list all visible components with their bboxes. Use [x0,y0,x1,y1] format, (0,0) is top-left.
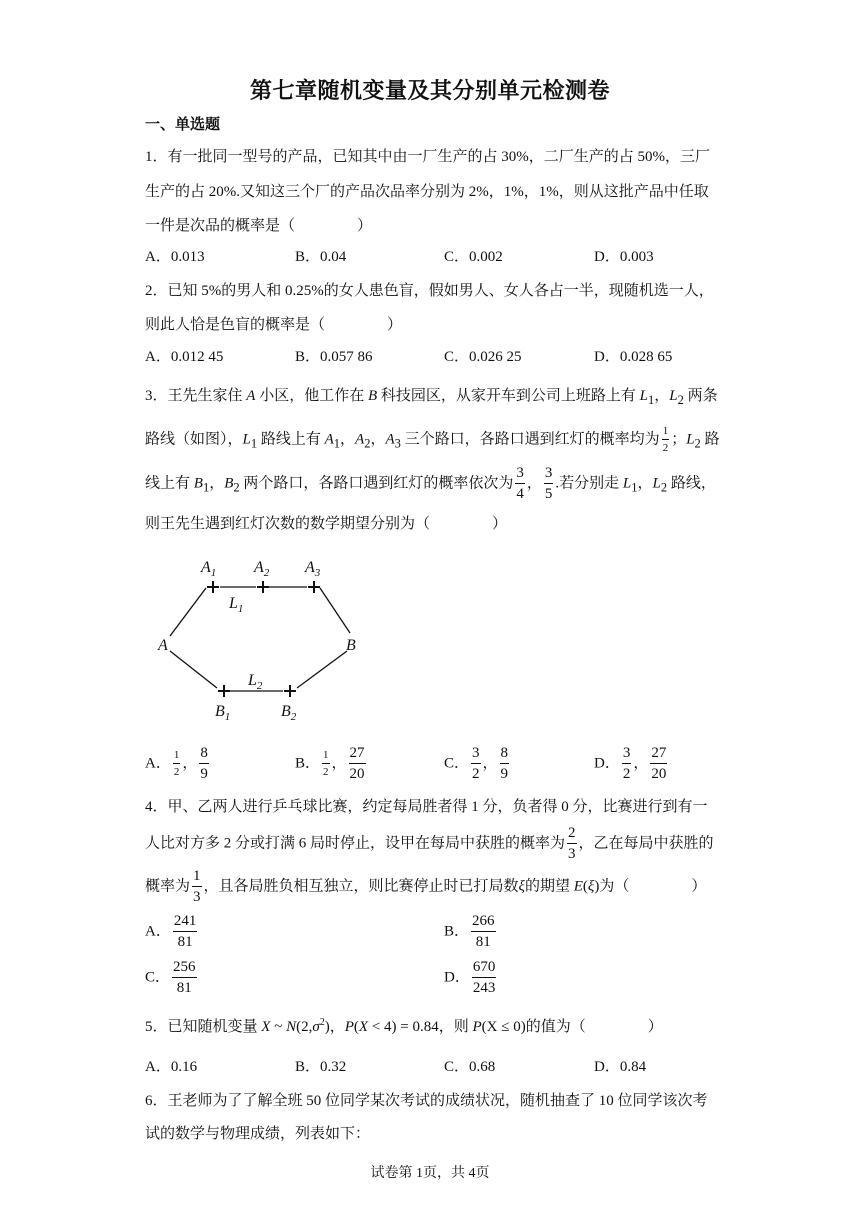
page-title: 第七章随机变量及其分别单元检测卷 [249,79,610,104]
q2-line-2: 则此人恰是色盲的概率是（ ） [145,317,403,333]
q3-line-4: 则王先生遇到红灯次数的数学期望分别为（ ） [145,516,508,532]
q3-option-b: B． $\frac{1}{2}$ ， $\frac{27}{20}$ [295,745,365,782]
q6-line-1: 6．王老师为了了解全班 50 位同学某次考试的成绩状况，随机抽查了 10 位同学该次考 [145,1093,708,1109]
route-diagram [150,550,370,730]
q5-option-b: B．0.32 [295,1059,347,1075]
label-a: A [158,637,168,654]
q4-line-3: 概率为 $\frac{1}{3}$ ，且各局胜负相互独立，则比赛停止时已打局数ξ的期望 E(ξ)为（ ） [145,868,707,905]
label-a2: $A_2$ [254,559,270,579]
q3-line-1: 3．王先生家住 A 小区，他工作在 B 科技园区，从家开车到公司上班路上有 $L_1$，$L_2$ 两条 [145,388,718,407]
q2-option-b: B．0.057 86 [295,349,373,365]
q2-option-a: A．0.012 45 [145,349,224,365]
q5-option-d: D．0.84 [594,1059,647,1075]
page-footer: 试卷第 1页，共 4页 [370,1166,490,1181]
q5-option-c: C．0.68 [444,1059,496,1075]
q5-option-a: A．0.16 [145,1059,198,1075]
label-l1: $L_1$ [229,595,244,615]
road-a-to-b1 [170,651,217,688]
fraction-three-quarters: $\frac{3}{4}$ [516,465,524,502]
road-b2-to-b [297,651,347,688]
q1-line-2: 生产的占 20%.又知这三个厂的产品次品率分别为 2%，1%，1%，则从这批产品中任取 [145,184,709,200]
intersection-a1-marker [207,581,219,593]
q4-line-2: 人比对方多 2 分或打满 6 局时停止，设甲在每局中获胜的概率为 $\frac{2}{3}$ ，乙在每局中获胜的 [145,825,714,862]
q1-option-a: A．0.013 [145,249,205,265]
road-a3-to-b [320,588,350,633]
q6-line-2: 试的数学与物理成绩，列表如下： [145,1126,371,1142]
intersection-a2-marker [257,581,269,593]
q3-line-3: 线上有 $B_1$，$B_2$ 两个路口，各路口遇到红灯的概率依次为 $\frac{3}{4}$ ， $\frac{3}{5}$ .若分别走 $L_1$，$L_2$ 路线， [145,465,716,502]
q4-option-a: A． $\frac{241}{81}$ [145,913,197,950]
q2-option-d: D．0.028 65 [594,349,673,365]
q3-option-a: A． $\frac{1}{2}$ ， $\frac{8}{9}$ [145,745,208,782]
q4-option-c: C． $\frac{256}{81}$ [145,959,196,996]
q1-line-1: 1．有一批同一型号的产品，已知其中由一厂生产的占 30%，二厂生产的占 50%，三厂 [145,149,710,165]
q4-line-1: 4．甲、乙两人进行乒乓球比赛，约定每局胜者得 1 分，负者得 0 分，比赛进行到有一 [145,799,708,815]
q1-option-d: D．0.003 [594,249,654,265]
road-a-to-a1 [170,588,206,636]
label-b: B [346,637,356,654]
label-b2: $B_2$ [281,703,297,723]
label-l2: $L_2$ [248,672,263,692]
intersection-b2-marker [284,685,296,697]
intersection-b1-marker [218,685,230,697]
q1-option-b: B．0.04 [295,249,347,265]
q1-option-c: C．0.002 [444,249,503,265]
label-a1: $A_1$ [201,559,217,579]
label-b1: $B_1$ [215,703,231,723]
q1-line-3: 一件是次品的概率是（ ） [145,218,373,234]
intersection-a3-marker [308,581,320,593]
section-heading: 一、单选题 [145,115,221,133]
q2-option-c: C．0.026 25 [444,349,522,365]
q4-option-b: B． $\frac{266}{81}$ [444,913,495,950]
q3-line-2: 路线（如图），$L_1$ 路线上有 $A_1$，$A_2$，$A_3$ 三个路口，各路口遇到红灯的概率均为 $\frac{1}{2}$ ；$L_2$ 路 [145,425,720,454]
q3-option-d: D． $\frac{3}{2}$ ， $\frac{27}{20}$ [594,745,667,782]
label-a3: $A_3$ [305,559,321,579]
fraction-three-fifths: $\frac{3}{5}$ [544,465,553,502]
q3-option-c: C． $\frac{3}{2}$ ， $\frac{8}{9}$ [444,745,509,782]
q4-option-d: D． $\frac{670}{243}$ [444,959,496,996]
q5-line-1: 5．已知随机变量 X ~ $N(2,\sigma^2)$，P(X < 4) = 0.84，则 P(X ≤ 0)的值为（ ） [145,1017,663,1035]
fraction-one-half: $\frac{1}{2}$ [662,425,669,454]
q2-line-1: 2．已知 5%的男人和 0.25%的女人患色盲，假如男人、女人各占一半，现随机选一人， [145,283,714,299]
